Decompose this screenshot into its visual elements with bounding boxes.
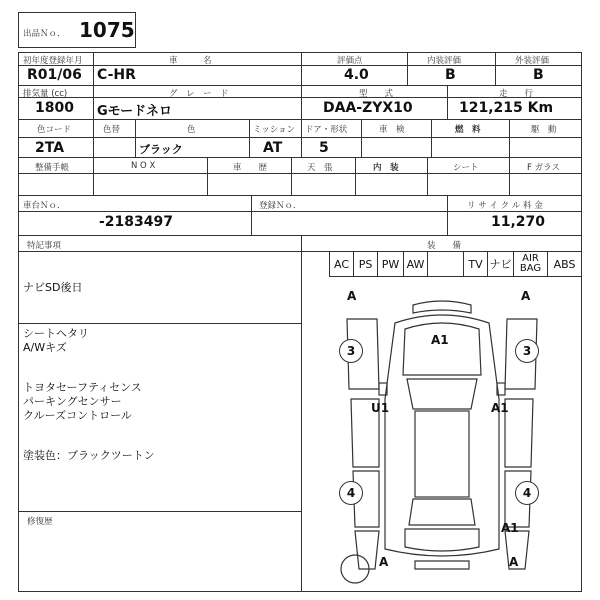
front-glass-label: F ガラス xyxy=(527,163,560,173)
grade-value: Gモードネロ xyxy=(97,104,173,119)
drive-label: 駆 動 xyxy=(531,125,557,135)
color-value: ブラック xyxy=(139,143,183,156)
damage-front-left: A xyxy=(347,289,357,303)
tire-front-right: 3 xyxy=(515,339,539,363)
tire-front-left: 3 xyxy=(339,339,363,363)
car-trunk xyxy=(405,529,479,551)
special-note-line: A/Wキズ xyxy=(23,341,67,354)
color-change-label: 色替 xyxy=(103,125,121,135)
damage-rear-left: A xyxy=(379,555,389,569)
car-windshield xyxy=(407,379,477,409)
tire-rear-left: 4 xyxy=(339,481,363,505)
vehicle-history-label: 車 歴 xyxy=(233,163,268,173)
car-left-rear-fender xyxy=(355,531,379,569)
equip-pw: PW xyxy=(378,251,404,277)
equip-ac: AC xyxy=(330,251,354,277)
maintenance-book-label: 整備手帳 xyxy=(35,163,70,173)
first-registration-value: R01/06 xyxy=(27,67,82,83)
door-shape-label: ドア・形状 xyxy=(305,125,348,135)
special-note-line: トヨタセーフティセンス xyxy=(23,381,142,394)
equip-airbag: AIR BAG xyxy=(514,251,548,277)
interior-rating-value: B xyxy=(445,67,456,83)
damage-front-right: A xyxy=(521,289,531,303)
car-hood xyxy=(403,323,481,375)
equipment-row xyxy=(329,251,581,277)
transmission-label: ミッション xyxy=(253,125,296,135)
color-code-value: 2TA xyxy=(35,140,65,156)
lot-number-value: 1075 xyxy=(79,18,135,42)
equip-abs: ABS xyxy=(553,257,576,271)
mileage-value: 121,215 Km xyxy=(459,100,554,116)
recycle-fee-label: リ サ イ ク ル 料 金 xyxy=(467,201,543,211)
equip-navi: ナビ xyxy=(488,251,514,277)
lot-number-label: 出品Ｎｏ． xyxy=(23,29,66,39)
color-label: 色 xyxy=(187,125,196,135)
mileage-label: 走 行 xyxy=(499,89,534,99)
chassis-number-value: -2183497 xyxy=(99,214,173,230)
seat-label: シート xyxy=(453,163,479,173)
car-name-value: C-HR xyxy=(97,67,136,83)
grade-label: グ レ ー ド xyxy=(169,89,229,99)
model-code-label: 型 式 xyxy=(359,89,394,99)
damage-rear: A1 xyxy=(501,521,519,535)
damage-hood: A1 xyxy=(431,333,449,347)
evaluation-score-value: 4.0 xyxy=(344,67,369,83)
nox-label: N O X xyxy=(131,161,156,171)
special-note-line: 塗装色：ブラックツートン xyxy=(23,449,155,462)
displacement-value: 1800 xyxy=(35,100,74,116)
special-note-line: パーキングセンサー xyxy=(23,395,122,408)
exterior-rating-label: 外装評価 xyxy=(515,56,550,66)
special-note-line: シートヘタリ xyxy=(23,327,89,340)
car-damage-diagram xyxy=(303,279,581,591)
displacement-label: 排気量 (cc) xyxy=(23,89,68,99)
model-code-value: DAA-ZYX10 xyxy=(323,100,413,116)
fuel-label: 燃 料 xyxy=(455,125,481,135)
car-body-outline xyxy=(385,315,499,556)
special-note-first: ナビSD後日 xyxy=(23,281,83,294)
headliner-label: 天 張 xyxy=(307,163,333,173)
equip-ps: PS xyxy=(354,251,378,277)
tire-rear-right: 4 xyxy=(515,481,539,505)
inspection-sheet xyxy=(18,52,582,592)
interior-label: 内 装 xyxy=(373,163,399,173)
special-note-line: クルーズコントロール xyxy=(23,409,132,422)
damage-right-side: A1 xyxy=(491,401,509,415)
damage-left-side: U1 xyxy=(371,401,390,415)
transmission-value: AT xyxy=(263,140,283,156)
car-rear-window xyxy=(409,499,475,525)
interior-rating-label: 内装評価 xyxy=(427,56,462,66)
registration-number-label: 登録Ｎｏ． xyxy=(259,201,302,211)
car-front-bumper xyxy=(413,301,471,313)
car-rear-bumper xyxy=(415,561,469,569)
car-name-label: 車 名 xyxy=(169,56,212,66)
door-value: 5 xyxy=(319,140,329,156)
car-right-front-door xyxy=(505,399,533,467)
repair-history-label: 修復歴 xyxy=(27,517,53,527)
first-registration-label: 初年度登録年月 xyxy=(23,56,83,66)
color-code-label: 色コード xyxy=(37,125,72,135)
equip-blank xyxy=(428,251,464,277)
special-notes-label: 特記事項 xyxy=(27,241,62,251)
evaluation-score-label: 評価点 xyxy=(337,56,363,66)
equip-aw: AW xyxy=(404,251,428,277)
car-roof xyxy=(415,411,469,497)
recycle-fee-value: 11,270 xyxy=(491,214,546,230)
exterior-rating-value: B xyxy=(533,67,544,83)
equip-tv: TV xyxy=(464,251,488,277)
lot-number-box xyxy=(18,12,136,48)
inspection-label: 車 検 xyxy=(379,125,405,135)
damage-rear-right: A xyxy=(509,555,519,569)
chassis-number-label: 車台Ｎｏ． xyxy=(23,201,66,211)
equipment-label: 装 備 xyxy=(427,241,462,251)
